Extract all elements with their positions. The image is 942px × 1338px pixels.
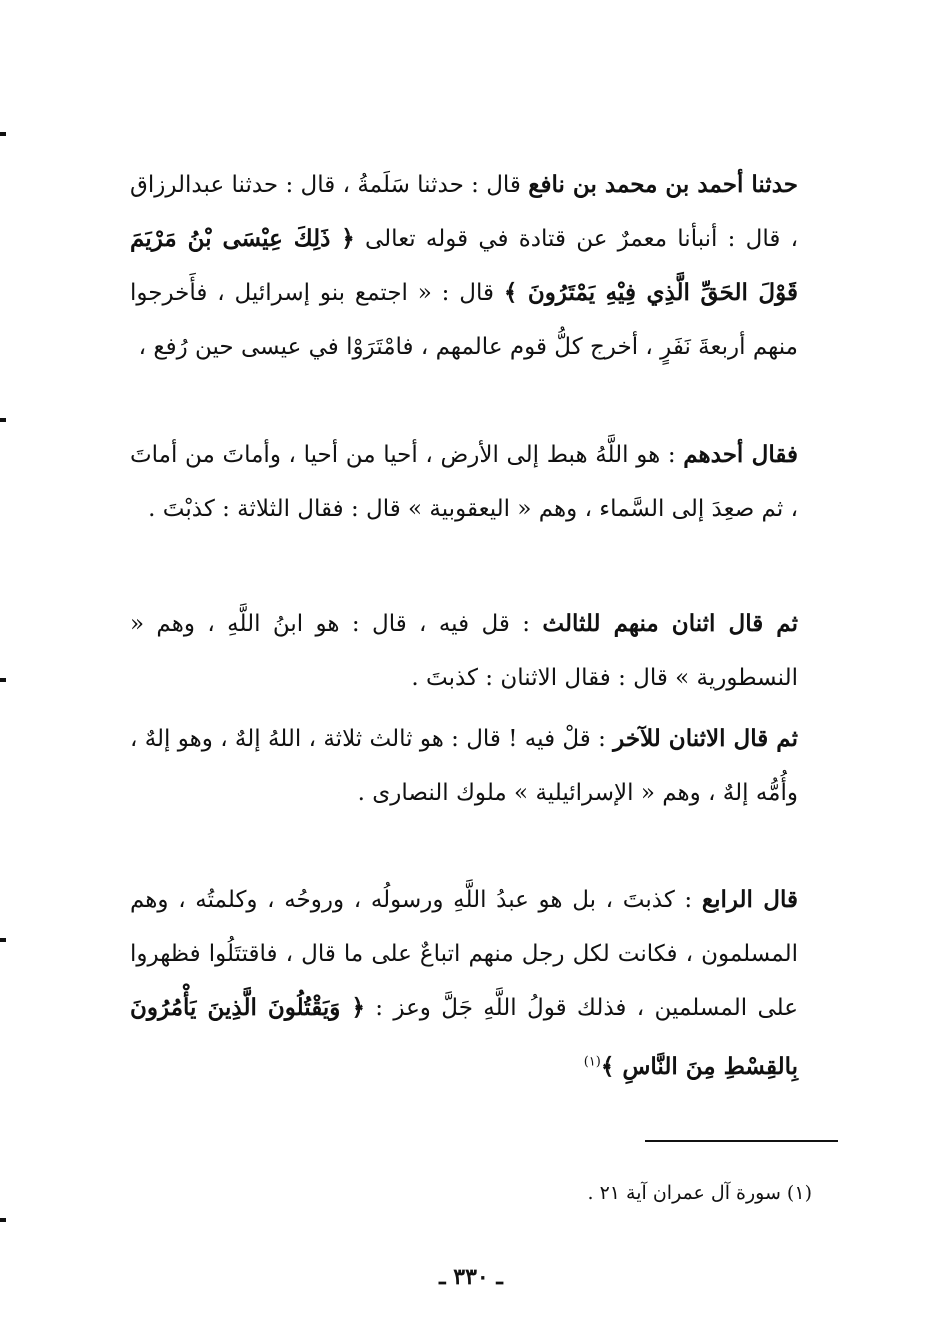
paragraph-lead: قال الرابع — [701, 886, 799, 913]
page-number: ـ ٣٣٠ ـ — [439, 1264, 503, 1290]
quran-verse: ﴿ وَيَقْتُلُونَ الَّذِينَ يَأْمُرُونَ بِالقِسْطِ مِنَ النَّاسِ ﴾ — [130, 994, 798, 1080]
footnote-reference: (١) — [583, 1054, 601, 1069]
body-text: : قل فيه ، قال : هو ابنُ اللَّهِ ، وهم « النسطورية » قال : فقال الاثنان : كذبتَ . — [130, 611, 798, 691]
body-text: : قلْ فيه ! قال : هو ثالث ثلاثة ، اللهُ إلهٌ ، وهو إلهٌ ، وأُمُّه إلهٌ ، وهم « الإسرائيلية » ملوك النصارى . — [129, 726, 798, 806]
paragraph-1 — [130, 158, 798, 374]
paragraph-lead: ثم قال اثنان منهم للثالث — [542, 610, 798, 637]
paragraph-lead: ثم قال الاثنان للآخر — [613, 725, 798, 752]
paragraph-text — [130, 158, 798, 374]
footnote: (١) سورة آل عمران آية ٢١ . — [587, 1182, 812, 1204]
body-text: : هو اللَّهُ هبط إلى الأرض ، أحيا من أحيا ، وأماتَ من أماتَ ، ثم صعِدَ إلى السَّماء ، وهم « اليعقوبية » قال : فقال الثلاثة : كذبْتَ . — [130, 442, 798, 522]
margin-mark — [0, 938, 6, 942]
margin-mark — [0, 418, 6, 422]
paragraph-3 — [130, 597, 798, 705]
paragraph-4 — [130, 712, 798, 820]
footnote-divider — [645, 1140, 838, 1142]
margin-mark — [0, 678, 6, 682]
paragraph-text — [130, 712, 798, 820]
paragraph-5 — [130, 873, 798, 1094]
margin-mark — [0, 1218, 6, 1222]
body-text: : كذبتَ ، بل هو عبدُ اللَّهِ ورسولُه ، وروحُه ، وكلمتُه ، وهم المسلمون ، فكانت لكل رجل منهم اتباعٌ على ما قال ، فاقتتَلُوا فظهروا على المسلمين ، فذلك قولُ اللَّهِ جَلَّ وعز : — [130, 887, 798, 1021]
paragraph-text — [130, 597, 798, 705]
paragraph-text — [130, 428, 798, 536]
paragraph-lead: فقال أحدهم — [683, 441, 798, 468]
paragraph-2 — [130, 428, 798, 536]
body-text: قال : « اجتمع بنو إسرائيل ، فأَخرجوا منهم أربعةَ نَفَرٍ ، أخرج كلُّ قوم عالمهم ، فامْتَرَوْا في عيسى حين رُفع ، — [130, 280, 798, 360]
body-text: قال : حدثنا سَلَمةُ ، قال : حدثنا عبدالرزاق ، قال : أنبأنا معمرٌ عن قتادة في قوله تعالى — [130, 172, 798, 252]
margin-mark — [0, 132, 6, 136]
paragraph-segments — [130, 887, 798, 1080]
paragraph-text — [130, 873, 798, 1094]
paragraph-lead: حدثنا أحمد بن محمد بن نافع — [528, 171, 799, 198]
paragraph-segments — [130, 172, 798, 360]
quran-verse: ﴿ ذَلِكَ عِيْسَى بْنُ مَرْيَمَ قَوْلَ الحَقِّ الَّذِي فِيْهِ يَمْتَرُونَ ﴾ — [130, 225, 798, 306]
